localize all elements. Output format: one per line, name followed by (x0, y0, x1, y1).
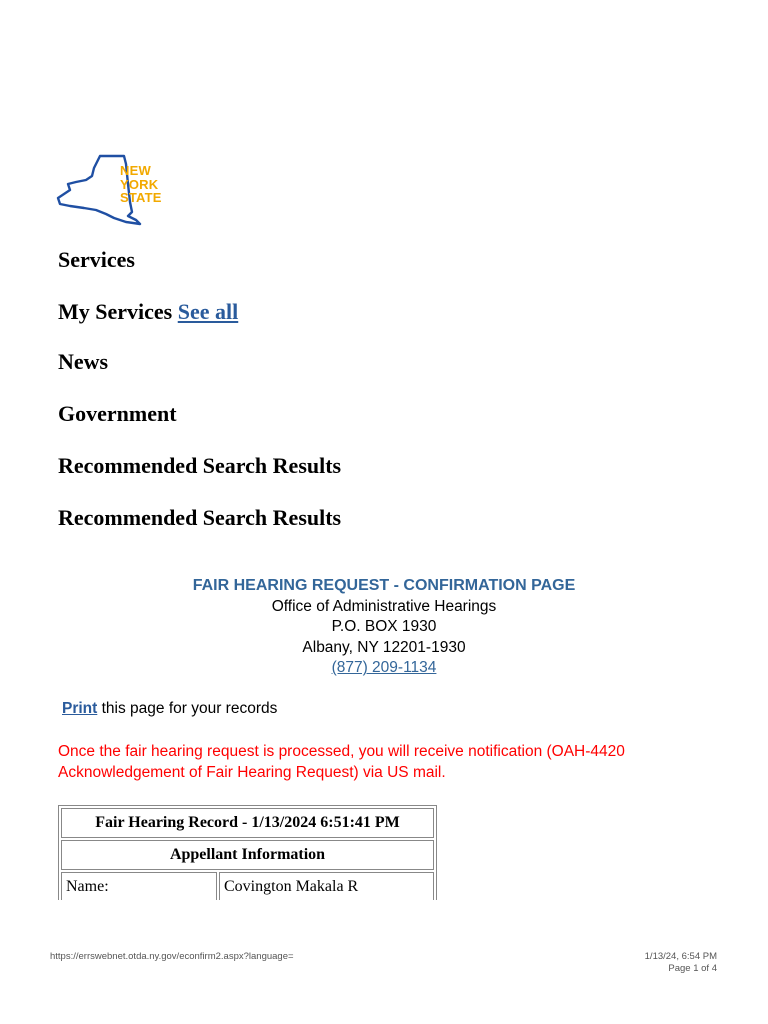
table-row (61, 872, 434, 900)
logo-line-1: NEW (120, 163, 151, 178)
phone-link[interactable]: (877) 209-1134 (331, 659, 437, 677)
processing-notice: Once the fair hearing request is processed, you will receive notification (OAH-4420 Acknowledgement of Fair Hearing Request) via US mail. (58, 743, 625, 781)
row-label-name: Name: (61, 872, 217, 900)
city-line: Albany, NY 12201-1930 (302, 638, 466, 656)
heading-services[interactable]: Services (58, 247, 135, 272)
footer-datetime: 1/13/24, 6:54 PM (644, 951, 717, 962)
footer-page-number: Page 1 of 4 (668, 963, 717, 974)
heading-recommended-search-1: Recommended Search Results (58, 453, 342, 478)
office-name: Office of Administrative Hearings (271, 597, 497, 615)
row-value-name: Covington Makala R (219, 872, 434, 900)
logo-line-3: STATE (120, 190, 162, 205)
logo-line-2: YORK (120, 176, 159, 192)
fair-hearing-record-table (58, 805, 437, 900)
heading-government[interactable]: Government (58, 401, 177, 426)
footer-page-info (645, 951, 717, 975)
appellant-info-header: Appellant Information (61, 840, 434, 870)
footer-url: https://errswebnet.otda.ny.gov/econfirm2.aspx?language= (50, 951, 294, 962)
see-all-link[interactable]: See all (177, 299, 239, 324)
my-services-label: My Services (58, 299, 173, 324)
record-title: Fair Hearing Record - 1/13/2024 6:51:41 PM (61, 808, 434, 838)
po-box: P.O. BOX 1930 (331, 618, 437, 636)
heading-news[interactable]: News (58, 349, 109, 374)
heading-recommended-search-2: Recommended Search Results (58, 505, 342, 530)
confirmation-title: FAIR HEARING REQUEST - CONFIRMATION PAGE (192, 577, 576, 594)
print-text: this page for your records (97, 700, 278, 717)
print-link[interactable]: Print (62, 700, 98, 717)
